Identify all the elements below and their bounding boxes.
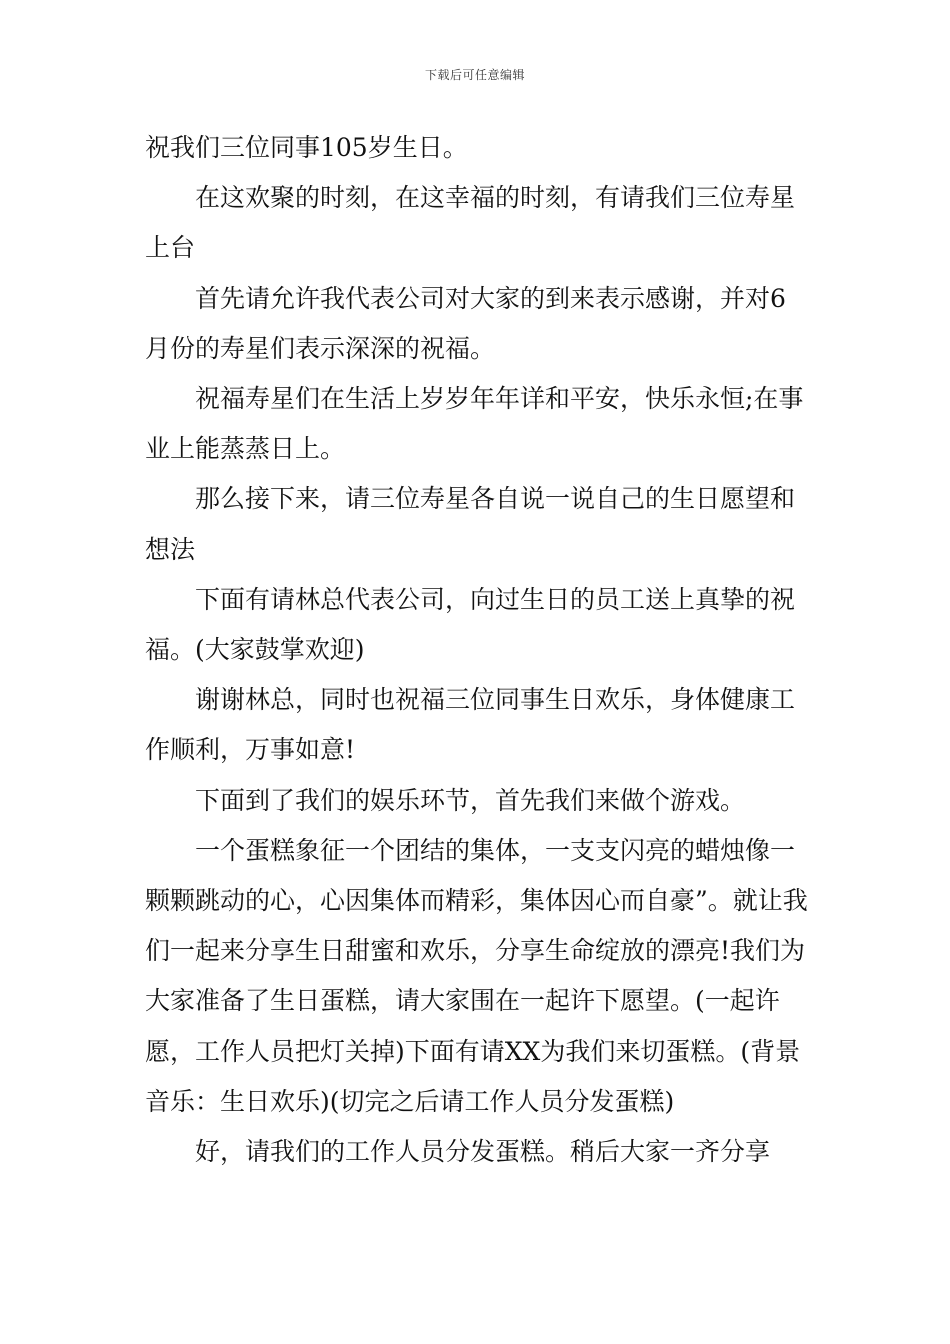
paragraph-8: 下面到了我们的娱乐环节，首先我们来做个游戏。 [195,785,746,815]
paragraph-7: 谢谢林总，同时也祝福三位同事生日欢乐，身体健康工作顺利，万事如意! [145,685,796,765]
paragraph-4: 祝福寿星们在生活上岁岁年年详和平安，快乐永恒;在事业上能蒸蒸日上。 [145,384,804,464]
document-body [145,123,810,1177]
page-header-note: 下载后可任意编辑 [424,68,525,82]
paragraph-1: 祝我们三位同事105岁生日。 [145,133,468,162]
paragraph-2: 在这欢聚的时刻，在这幸福的时刻，有请我们三位寿星上台 [145,183,796,263]
paragraph-10: 好，请我们的工作人员分发蛋糕。稍后大家一齐分享 [195,1137,771,1167]
paragraph-9: 一个蛋糕象征一个团结的集体，一支支闪亮的蜡烛像一颗颗跳动的心，心因集体而精彩，集体因心而自豪”。就让我们一起来分享生日甜蜜和欢乐，分享生命绽放的漂亮!我们为大家准备了生日蛋糕，请大家围在一起许下愿望。(一起许愿，工作人员把灯关掉)下面有请XX为我们来切蛋糕。(背景音乐：生日欢乐)(切完之后请工作人员分发蛋糕) [145,835,808,1116]
paragraph-5: 那么接下来，请三位寿星各自说一说自己的生日愿望和想法 [145,484,796,564]
paragraph-6: 下面有请林总代表公司，向过生日的员工送上真挚的祝福。(大家鼓掌欢迎) [145,584,796,665]
paragraph-3: 首先请允许我代表公司对大家的到来表示感谢，并对6月份的寿星们表示深深的祝福。 [145,283,786,363]
